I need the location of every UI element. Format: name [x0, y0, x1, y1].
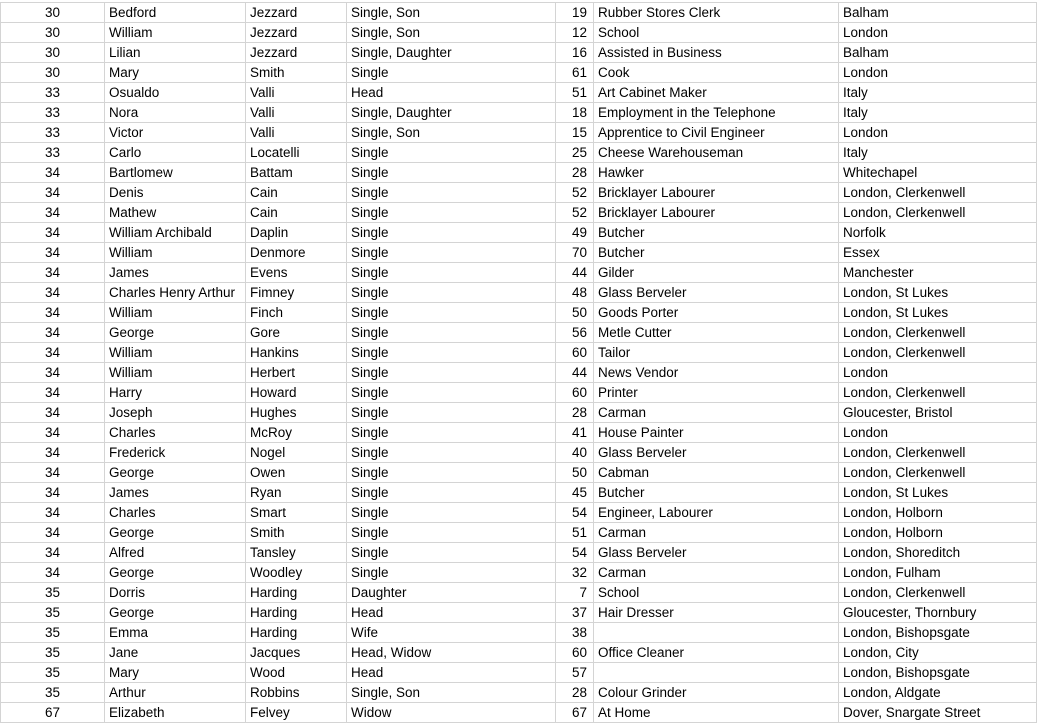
- birthplace-cell[interactable]: London, Clerkenwell: [839, 343, 1037, 363]
- birthplace-cell[interactable]: London, St Lukes: [839, 483, 1037, 503]
- table-row: [1, 263, 1037, 283]
- birthplace-cell[interactable]: Balham: [839, 43, 1037, 63]
- house-number-cell[interactable]: 33: [1, 123, 105, 143]
- house-number-cell[interactable]: 34: [1, 543, 105, 563]
- age-cell[interactable]: 67: [556, 703, 594, 723]
- status-cell[interactable]: Single, Daughter: [347, 103, 556, 123]
- status-cell[interactable]: Head: [347, 663, 556, 683]
- table-row: [1, 43, 1037, 63]
- status-cell[interactable]: Single: [347, 163, 556, 183]
- birthplace-cell[interactable]: London, Shoreditch: [839, 543, 1037, 563]
- house-number-cell[interactable]: 35: [1, 663, 105, 683]
- status-cell[interactable]: Single, Son: [347, 3, 556, 23]
- age-cell[interactable]: 60: [556, 383, 594, 403]
- table-row: [1, 663, 1037, 683]
- surname-cell[interactable]: Jezzard: [246, 43, 347, 63]
- house-number-cell[interactable]: 34: [1, 203, 105, 223]
- table-row: [1, 463, 1037, 483]
- table-row: [1, 303, 1037, 323]
- occupation-cell[interactable]: Apprentice to Civil Engineer: [594, 123, 839, 143]
- birthplace-cell[interactable]: London: [839, 363, 1037, 383]
- house-number-cell[interactable]: 30: [1, 43, 105, 63]
- status-cell[interactable]: Single, Daughter: [347, 43, 556, 63]
- house-number-cell[interactable]: 34: [1, 363, 105, 383]
- first-name-cell[interactable]: Arthur: [105, 683, 246, 703]
- house-number-cell[interactable]: 34: [1, 263, 105, 283]
- table-row: [1, 483, 1037, 503]
- birthplace-cell[interactable]: London, Clerkenwell: [839, 203, 1037, 223]
- status-cell[interactable]: Wife: [347, 623, 556, 643]
- first-name-cell[interactable]: Charles Henry Arthur: [105, 283, 246, 303]
- house-number-cell[interactable]: 30: [1, 3, 105, 23]
- first-name-cell[interactable]: James: [105, 263, 246, 283]
- birthplace-cell[interactable]: London, Clerkenwell: [839, 183, 1037, 203]
- first-name-cell[interactable]: William Archibald: [105, 223, 246, 243]
- occupation-cell[interactable]: Tailor: [594, 343, 839, 363]
- occupation-cell[interactable]: Rubber Stores Clerk: [594, 3, 839, 23]
- birthplace-cell[interactable]: Norfolk: [839, 223, 1037, 243]
- table-row: [1, 223, 1037, 243]
- status-cell[interactable]: Single: [347, 283, 556, 303]
- surname-cell[interactable]: Evens: [246, 263, 347, 283]
- house-number-cell[interactable]: 33: [1, 143, 105, 163]
- age-cell[interactable]: 51: [556, 83, 594, 103]
- house-number-cell[interactable]: 34: [1, 243, 105, 263]
- occupation-cell[interactable]: Hawker: [594, 163, 839, 183]
- house-number-cell[interactable]: 35: [1, 643, 105, 663]
- status-cell[interactable]: Single: [347, 63, 556, 83]
- house-number-cell[interactable]: 30: [1, 63, 105, 83]
- occupation-cell[interactable]: Cabman: [594, 463, 839, 483]
- table-row: [1, 3, 1037, 23]
- first-name-cell[interactable]: William: [105, 343, 246, 363]
- age-cell[interactable]: 54: [556, 543, 594, 563]
- birthplace-cell[interactable]: London, Bishopsgate: [839, 623, 1037, 643]
- first-name-cell[interactable]: William: [105, 243, 246, 263]
- status-cell[interactable]: Single: [347, 563, 556, 583]
- surname-cell[interactable]: Harding: [246, 583, 347, 603]
- birthplace-cell[interactable]: Gloucester, Bristol: [839, 403, 1037, 423]
- birthplace-cell[interactable]: London, Aldgate: [839, 683, 1037, 703]
- house-number-cell[interactable]: 35: [1, 583, 105, 603]
- surname-cell[interactable]: McRoy: [246, 423, 347, 443]
- birthplace-cell[interactable]: Italy: [839, 83, 1037, 103]
- house-number-cell[interactable]: 34: [1, 223, 105, 243]
- surname-cell[interactable]: Jezzard: [246, 3, 347, 23]
- birthplace-cell[interactable]: London, Holborn: [839, 503, 1037, 523]
- first-name-cell[interactable]: George: [105, 603, 246, 623]
- status-cell[interactable]: Single: [347, 343, 556, 363]
- surname-cell[interactable]: Hughes: [246, 403, 347, 423]
- first-name-cell[interactable]: Frederick: [105, 443, 246, 463]
- status-cell[interactable]: Single: [347, 143, 556, 163]
- status-cell[interactable]: Single: [347, 483, 556, 503]
- birthplace-cell[interactable]: London: [839, 23, 1037, 43]
- status-cell[interactable]: Single: [347, 203, 556, 223]
- occupation-cell[interactable]: Hair Dresser: [594, 603, 839, 623]
- status-cell[interactable]: Single: [347, 523, 556, 543]
- table-row: [1, 683, 1037, 703]
- status-cell[interactable]: Single: [347, 363, 556, 383]
- birthplace-cell[interactable]: Whitechapel: [839, 163, 1037, 183]
- table-row: [1, 183, 1037, 203]
- occupation-cell[interactable]: Gilder: [594, 263, 839, 283]
- first-name-cell[interactable]: George: [105, 563, 246, 583]
- table-row: [1, 243, 1037, 263]
- table-row: [1, 203, 1037, 223]
- status-cell[interactable]: Single: [347, 463, 556, 483]
- first-name-cell[interactable]: Mathew: [105, 203, 246, 223]
- birthplace-cell[interactable]: Italy: [839, 143, 1037, 163]
- first-name-cell[interactable]: Mary: [105, 663, 246, 683]
- birthplace-cell[interactable]: London, Clerkenwell: [839, 323, 1037, 343]
- first-name-cell[interactable]: Alfred: [105, 543, 246, 563]
- status-cell[interactable]: Single: [347, 303, 556, 323]
- first-name-cell[interactable]: Lilian: [105, 43, 246, 63]
- first-name-cell[interactable]: Harry: [105, 383, 246, 403]
- first-name-cell[interactable]: Emma: [105, 623, 246, 643]
- status-cell[interactable]: Single: [347, 543, 556, 563]
- status-cell[interactable]: Single: [347, 183, 556, 203]
- occupation-cell[interactable]: Metle Cutter: [594, 323, 839, 343]
- age-cell[interactable]: 25: [556, 143, 594, 163]
- house-number-cell[interactable]: 34: [1, 483, 105, 503]
- occupation-cell[interactable]: [594, 663, 839, 683]
- surname-cell[interactable]: Jacques: [246, 643, 347, 663]
- surname-cell[interactable]: Valli: [246, 103, 347, 123]
- surname-cell[interactable]: Hankins: [246, 343, 347, 363]
- first-name-cell[interactable]: Charles: [105, 503, 246, 523]
- occupation-cell[interactable]: House Painter: [594, 423, 839, 443]
- table-row: [1, 283, 1037, 303]
- surname-cell[interactable]: Harding: [246, 603, 347, 623]
- table-row: [1, 423, 1037, 443]
- occupation-cell[interactable]: Colour Grinder: [594, 683, 839, 703]
- first-name-cell[interactable]: Osualdo: [105, 83, 246, 103]
- first-name-cell[interactable]: William: [105, 363, 246, 383]
- status-cell[interactable]: Head, Widow: [347, 643, 556, 663]
- age-cell[interactable]: 40: [556, 443, 594, 463]
- surname-cell[interactable]: Gore: [246, 323, 347, 343]
- first-name-cell[interactable]: Bedford: [105, 3, 246, 23]
- house-number-cell[interactable]: 33: [1, 83, 105, 103]
- table-row: [1, 63, 1037, 83]
- birthplace-cell[interactable]: Gloucester, Thornbury: [839, 603, 1037, 623]
- first-name-cell[interactable]: William: [105, 303, 246, 323]
- table-row: [1, 343, 1037, 363]
- birthplace-cell[interactable]: London, Bishopsgate: [839, 663, 1037, 683]
- house-number-cell[interactable]: 34: [1, 323, 105, 343]
- surname-cell[interactable]: Valli: [246, 123, 347, 143]
- birthplace-cell[interactable]: Balham: [839, 3, 1037, 23]
- table-row: [1, 143, 1037, 163]
- age-cell[interactable]: 32: [556, 563, 594, 583]
- status-cell[interactable]: Single: [347, 503, 556, 523]
- house-number-cell[interactable]: 34: [1, 523, 105, 543]
- status-cell[interactable]: Single, Son: [347, 123, 556, 143]
- surname-cell[interactable]: Owen: [246, 463, 347, 483]
- surname-cell[interactable]: Smith: [246, 523, 347, 543]
- first-name-cell[interactable]: George: [105, 463, 246, 483]
- first-name-cell[interactable]: Carlo: [105, 143, 246, 163]
- age-cell[interactable]: 61: [556, 63, 594, 83]
- status-cell[interactable]: Head: [347, 603, 556, 623]
- occupation-cell[interactable]: Carman: [594, 523, 839, 543]
- age-cell[interactable]: 54: [556, 503, 594, 523]
- first-name-cell[interactable]: Dorris: [105, 583, 246, 603]
- birthplace-cell[interactable]: London, Holborn: [839, 523, 1037, 543]
- birthplace-cell[interactable]: London: [839, 123, 1037, 143]
- first-name-cell[interactable]: James: [105, 483, 246, 503]
- status-cell[interactable]: Widow: [347, 703, 556, 723]
- surname-cell[interactable]: Jezzard: [246, 23, 347, 43]
- surname-cell[interactable]: Wood: [246, 663, 347, 683]
- birthplace-cell[interactable]: London, City: [839, 643, 1037, 663]
- table-row: [1, 323, 1037, 343]
- first-name-cell[interactable]: Victor: [105, 123, 246, 143]
- surname-cell[interactable]: Smith: [246, 63, 347, 83]
- occupation-cell[interactable]: Engineer, Labourer: [594, 503, 839, 523]
- status-cell[interactable]: Head: [347, 83, 556, 103]
- age-cell[interactable]: 16: [556, 43, 594, 63]
- table-row: [1, 83, 1037, 103]
- house-number-cell[interactable]: 34: [1, 283, 105, 303]
- occupation-cell[interactable]: At Home: [594, 703, 839, 723]
- occupation-cell[interactable]: Employment in the Telephone: [594, 103, 839, 123]
- table-row: [1, 443, 1037, 463]
- table-row: [1, 383, 1037, 403]
- status-cell[interactable]: Single: [347, 223, 556, 243]
- table-row: [1, 543, 1037, 563]
- surname-cell[interactable]: Ryan: [246, 483, 347, 503]
- status-cell[interactable]: Single, Son: [347, 683, 556, 703]
- birthplace-cell[interactable]: London, St Lukes: [839, 283, 1037, 303]
- surname-cell[interactable]: Battam: [246, 163, 347, 183]
- table-row: [1, 23, 1037, 43]
- surname-cell[interactable]: Locatelli: [246, 143, 347, 163]
- table-row: [1, 363, 1037, 383]
- occupation-cell[interactable]: Bricklayer Labourer: [594, 203, 839, 223]
- occupation-cell[interactable]: Goods Porter: [594, 303, 839, 323]
- birthplace-cell[interactable]: London, Clerkenwell: [839, 463, 1037, 483]
- table-row: [1, 623, 1037, 643]
- house-number-cell[interactable]: 35: [1, 603, 105, 623]
- age-cell[interactable]: 52: [556, 203, 594, 223]
- status-cell[interactable]: Single: [347, 383, 556, 403]
- surname-cell[interactable]: Valli: [246, 83, 347, 103]
- surname-cell[interactable]: Nogel: [246, 443, 347, 463]
- birthplace-cell[interactable]: London: [839, 63, 1037, 83]
- surname-cell[interactable]: Daplin: [246, 223, 347, 243]
- occupation-cell[interactable]: Glass Berveler: [594, 443, 839, 463]
- occupation-cell[interactable]: Glass Berveler: [594, 283, 839, 303]
- occupation-cell[interactable]: Art Cabinet Maker: [594, 83, 839, 103]
- surname-cell[interactable]: Harding: [246, 623, 347, 643]
- status-cell[interactable]: Single: [347, 263, 556, 283]
- status-cell[interactable]: Single: [347, 243, 556, 263]
- house-number-cell[interactable]: 34: [1, 563, 105, 583]
- first-name-cell[interactable]: Denis: [105, 183, 246, 203]
- table-row: [1, 583, 1037, 603]
- age-cell[interactable]: 70: [556, 243, 594, 263]
- table-row: [1, 643, 1037, 663]
- age-cell[interactable]: 52: [556, 183, 594, 203]
- table-row: [1, 603, 1037, 623]
- occupation-cell[interactable]: Butcher: [594, 243, 839, 263]
- age-cell[interactable]: 37: [556, 603, 594, 623]
- house-number-cell[interactable]: 34: [1, 183, 105, 203]
- age-cell[interactable]: 15: [556, 123, 594, 143]
- first-name-cell[interactable]: George: [105, 523, 246, 543]
- age-cell[interactable]: 50: [556, 463, 594, 483]
- surname-cell[interactable]: Herbert: [246, 363, 347, 383]
- table-row: [1, 523, 1037, 543]
- age-cell[interactable]: 7: [556, 583, 594, 603]
- age-cell[interactable]: 56: [556, 323, 594, 343]
- status-cell[interactable]: Single: [347, 323, 556, 343]
- surname-cell[interactable]: Smart: [246, 503, 347, 523]
- occupation-cell[interactable]: Cook: [594, 63, 839, 83]
- surname-cell[interactable]: Howard: [246, 383, 347, 403]
- occupation-cell[interactable]: Office Cleaner: [594, 643, 839, 663]
- occupation-cell[interactable]: Assisted in Business: [594, 43, 839, 63]
- house-number-cell[interactable]: 30: [1, 23, 105, 43]
- house-number-cell[interactable]: 34: [1, 503, 105, 523]
- first-name-cell[interactable]: Nora: [105, 103, 246, 123]
- house-number-cell[interactable]: 34: [1, 403, 105, 423]
- house-number-cell[interactable]: 34: [1, 303, 105, 323]
- table-row: [1, 703, 1037, 723]
- status-cell[interactable]: Single: [347, 443, 556, 463]
- surname-cell[interactable]: Finch: [246, 303, 347, 323]
- occupation-cell[interactable]: Butcher: [594, 223, 839, 243]
- birthplace-cell[interactable]: Italy: [839, 103, 1037, 123]
- status-cell[interactable]: Single, Son: [347, 23, 556, 43]
- status-cell[interactable]: Daughter: [347, 583, 556, 603]
- table-row: [1, 403, 1037, 423]
- table-row: [1, 103, 1037, 123]
- first-name-cell[interactable]: Joseph: [105, 403, 246, 423]
- occupation-cell[interactable]: Carman: [594, 563, 839, 583]
- age-cell[interactable]: 49: [556, 223, 594, 243]
- house-number-cell[interactable]: 34: [1, 383, 105, 403]
- table-row: [1, 503, 1037, 523]
- age-cell[interactable]: 51: [556, 523, 594, 543]
- occupation-cell[interactable]: School: [594, 583, 839, 603]
- occupation-cell[interactable]: Bricklayer Labourer: [594, 183, 839, 203]
- age-cell[interactable]: 57: [556, 663, 594, 683]
- age-cell[interactable]: 60: [556, 343, 594, 363]
- house-number-cell[interactable]: 34: [1, 163, 105, 183]
- occupation-cell[interactable]: Carman: [594, 403, 839, 423]
- age-cell[interactable]: 28: [556, 163, 594, 183]
- house-number-cell[interactable]: 35: [1, 683, 105, 703]
- surname-cell[interactable]: Felvey: [246, 703, 347, 723]
- age-cell[interactable]: 45: [556, 483, 594, 503]
- birthplace-cell[interactable]: London, Clerkenwell: [839, 383, 1037, 403]
- house-number-cell[interactable]: 34: [1, 443, 105, 463]
- surname-cell[interactable]: Fimney: [246, 283, 347, 303]
- age-cell[interactable]: 44: [556, 363, 594, 383]
- occupation-cell[interactable]: Cheese Warehouseman: [594, 143, 839, 163]
- house-number-cell[interactable]: 34: [1, 343, 105, 363]
- table-row: [1, 163, 1037, 183]
- spreadsheet-grid: [0, 2, 1037, 723]
- age-cell[interactable]: 50: [556, 303, 594, 323]
- surname-cell[interactable]: Tansley: [246, 543, 347, 563]
- surname-cell[interactable]: Woodley: [246, 563, 347, 583]
- birthplace-cell[interactable]: London, Clerkenwell: [839, 443, 1037, 463]
- age-cell[interactable]: 19: [556, 3, 594, 23]
- first-name-cell[interactable]: William: [105, 23, 246, 43]
- occupation-cell[interactable]: News Vendor: [594, 363, 839, 383]
- house-number-cell[interactable]: 67: [1, 703, 105, 723]
- occupation-cell[interactable]: [594, 623, 839, 643]
- status-cell[interactable]: Single: [347, 423, 556, 443]
- first-name-cell[interactable]: George: [105, 323, 246, 343]
- house-number-cell[interactable]: 34: [1, 463, 105, 483]
- age-cell[interactable]: 44: [556, 263, 594, 283]
- first-name-cell[interactable]: Charles: [105, 423, 246, 443]
- birthplace-cell[interactable]: London, Fulham: [839, 563, 1037, 583]
- house-number-cell[interactable]: 34: [1, 423, 105, 443]
- age-cell[interactable]: 48: [556, 283, 594, 303]
- occupation-cell[interactable]: Butcher: [594, 483, 839, 503]
- first-name-cell[interactable]: Bartlomew: [105, 163, 246, 183]
- birthplace-cell[interactable]: London: [839, 423, 1037, 443]
- status-cell[interactable]: Single: [347, 403, 556, 423]
- birthplace-cell[interactable]: London, Clerkenwell: [839, 583, 1037, 603]
- surname-cell[interactable]: Cain: [246, 203, 347, 223]
- occupation-cell[interactable]: Printer: [594, 383, 839, 403]
- age-cell[interactable]: 28: [556, 683, 594, 703]
- first-name-cell[interactable]: Jane: [105, 643, 246, 663]
- first-name-cell[interactable]: Elizabeth: [105, 703, 246, 723]
- birthplace-cell[interactable]: Dover, Snargate Street: [839, 703, 1037, 723]
- spreadsheet-body: [1, 3, 1037, 723]
- surname-cell[interactable]: Cain: [246, 183, 347, 203]
- table-row: [1, 563, 1037, 583]
- age-cell[interactable]: 60: [556, 643, 594, 663]
- age-cell[interactable]: 41: [556, 423, 594, 443]
- birthplace-cell[interactable]: Essex: [839, 243, 1037, 263]
- age-cell[interactable]: 12: [556, 23, 594, 43]
- birthplace-cell[interactable]: London, St Lukes: [839, 303, 1037, 323]
- age-cell[interactable]: 18: [556, 103, 594, 123]
- birthplace-cell[interactable]: Manchester: [839, 263, 1037, 283]
- house-number-cell[interactable]: 33: [1, 103, 105, 123]
- occupation-cell[interactable]: School: [594, 23, 839, 43]
- age-cell[interactable]: 38: [556, 623, 594, 643]
- first-name-cell[interactable]: Mary: [105, 63, 246, 83]
- surname-cell[interactable]: Denmore: [246, 243, 347, 263]
- surname-cell[interactable]: Robbins: [246, 683, 347, 703]
- table-row: [1, 123, 1037, 143]
- age-cell[interactable]: 28: [556, 403, 594, 423]
- house-number-cell[interactable]: 35: [1, 623, 105, 643]
- occupation-cell[interactable]: Glass Berveler: [594, 543, 839, 563]
